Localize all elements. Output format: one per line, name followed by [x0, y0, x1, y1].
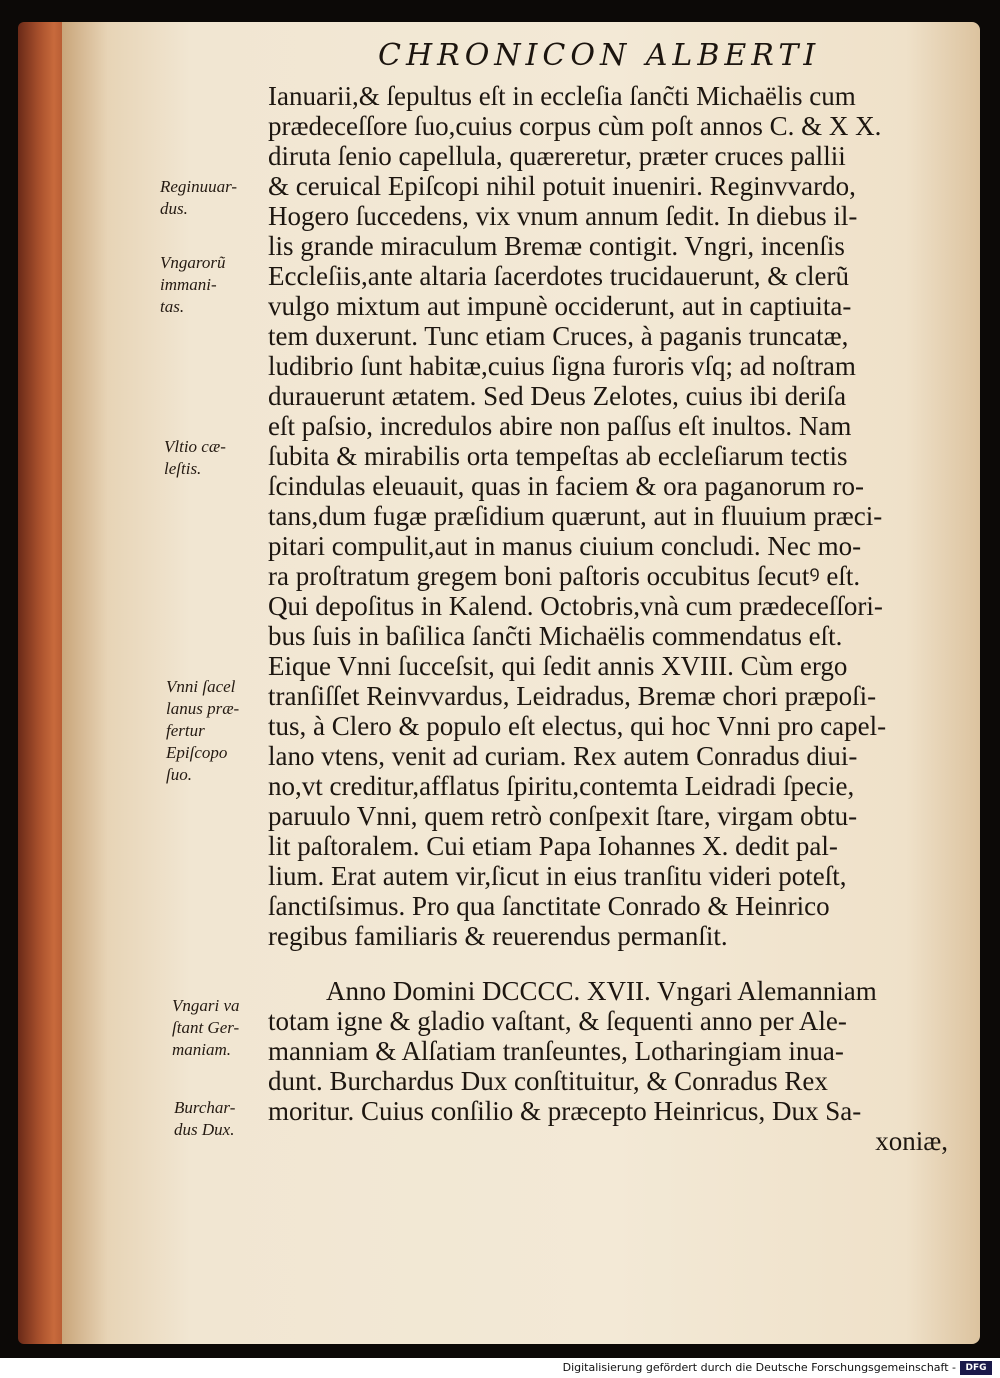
- text-line: Qui depoſitus in Kalend. Octobris,vnà cum prædeceſſori-: [268, 591, 883, 621]
- text-line: Hogero ſuccedens, vix vnum annum ſedit. In diebus il-: [268, 201, 858, 231]
- text-line: tranſiſſet Reinvvardus, Leidradus, Bremæ chori præpoſi-: [268, 681, 877, 711]
- margin-note: Vngari va ſtant Ger- maniam.: [172, 996, 240, 1059]
- text-line: pitari compulit,aut in manus ciuium concludi. Nec mo-: [268, 531, 862, 561]
- funding-notice: Digitalisierung gefördert durch die Deutsche Forschungsgemeinschaft -: [562, 1361, 956, 1374]
- text-line: eſt paſsio, incredulos abire non paſſus eſt inultos. Nam: [268, 411, 852, 441]
- text-line: diruta ſenio capellula, quæreretur, præter cruces pallii: [268, 141, 846, 171]
- text-line: tus, à Clero & populo eſt electus, qui hoc Vnni pro capel-: [268, 711, 887, 741]
- text-line: lis grande miraculum Bremæ contigit. Vngri, incenſis: [268, 231, 845, 261]
- text-line: vulgo mixtum aut impunè occiderunt, aut in captiuita-: [268, 291, 852, 321]
- text-line: lit paſtoralem. Cui etiam Papa Iohannes X. dedit pal-: [268, 831, 838, 861]
- footer-bar: [0, 1358, 1000, 1378]
- dfg-logo-icon: DFG: [960, 1361, 992, 1375]
- text-line: bus ſuis in baſilica ſanc̃ti Michaëlis commendatus eſt.: [268, 621, 843, 651]
- margin-note: Vltio cæ- leſtis.: [164, 437, 226, 478]
- text-line: Eccleſiis,ante altaria ſacerdotes trucidauerunt, & clerũ: [268, 261, 849, 291]
- text-line: & ceruical Epiſcopi nihil potuit inueniri. Reginvvardo,: [268, 171, 856, 201]
- text-line: tem duxerunt. Tunc etiam Cruces, à paganis truncatæ,: [268, 321, 849, 351]
- text-line: durauerunt ætatem. Sed Deus Zelotes, cuius ibi deriſa: [268, 381, 847, 411]
- text-line: dunt. Burchardus Dux conſtituitur, & Conradus Rex: [268, 1066, 828, 1096]
- text-line: ra proſtratum gregem boni paſtoris occubitus ſecutꝰ eſt.: [268, 561, 861, 591]
- margin-note: Vnni ſacel lanus præ- fertur Epiſcopo ſuo.: [166, 677, 240, 784]
- text-line: tans,dum fugæ præſidium quærunt, aut in fluuium præci-: [268, 501, 883, 531]
- text-line: Ianuarii,& ſepultus eſt in eccleſia ſanc̃ti Michaëlis cum: [268, 81, 856, 111]
- text-line: ſubita & mirabilis orta tempeſtas ab eccleſiarum tectis: [268, 441, 848, 471]
- text-line: lano vtens, venit ad curiam. Rex autem Conradus diui-: [268, 741, 858, 771]
- text-line: Eique Vnni ſucceſsit, qui ſedit annis XVIII. Cùm ergo: [268, 651, 848, 681]
- margin-note: Reginuuar- dus.: [160, 177, 238, 218]
- text-line: manniam & Alſatiam tranſeuntes, Lotharingiam inua-: [268, 1036, 844, 1066]
- text-line: lium. Erat autem vir,ſicut in eius tranſitu videri poteſt,: [268, 861, 847, 891]
- text-line: regibus familiaris & reuerendus permanſit.: [268, 921, 728, 951]
- text-line: no,vt creditur,afflatus ſpiritu,contemta Leidradi ſpecie,: [268, 771, 855, 801]
- margin-note: Vngarorũ immani- tas.: [160, 253, 226, 316]
- text-line: ſanctiſsimus. Pro qua ſanctitate Conrado & Heinrico: [268, 891, 830, 921]
- catchword-line: xoniæ,: [875, 1126, 948, 1156]
- text-line: totam igne & gladio vaſtant, & ſequenti anno per Ale-: [268, 1006, 847, 1036]
- text-line: prædeceſſore ſuo,cuius corpus cùm poſt annos C. & X X.: [268, 111, 882, 141]
- text-line: ludibrio ſunt habitæ,cuius ſigna furoris vſq; ad noſtram: [268, 351, 856, 381]
- margin-note: Burchar- dus Dux.: [174, 1098, 236, 1139]
- text-line: moritur. Cuius conſilio & præcepto Heinricus, Dux Sa-: [268, 1096, 862, 1126]
- text-line: paruulo Vnni, quem retrò conſpexit ſtare, virgam obtu-: [268, 801, 858, 831]
- text-line: ſcindulas eleuauit, quas in faciem & ora paganorum ro-: [268, 471, 865, 501]
- running-header: CHRONICON ALBERTI: [378, 38, 821, 73]
- paragraph-first-line: Anno Domini DCCCC. XVII. Vngari Alemanniam: [326, 976, 877, 1006]
